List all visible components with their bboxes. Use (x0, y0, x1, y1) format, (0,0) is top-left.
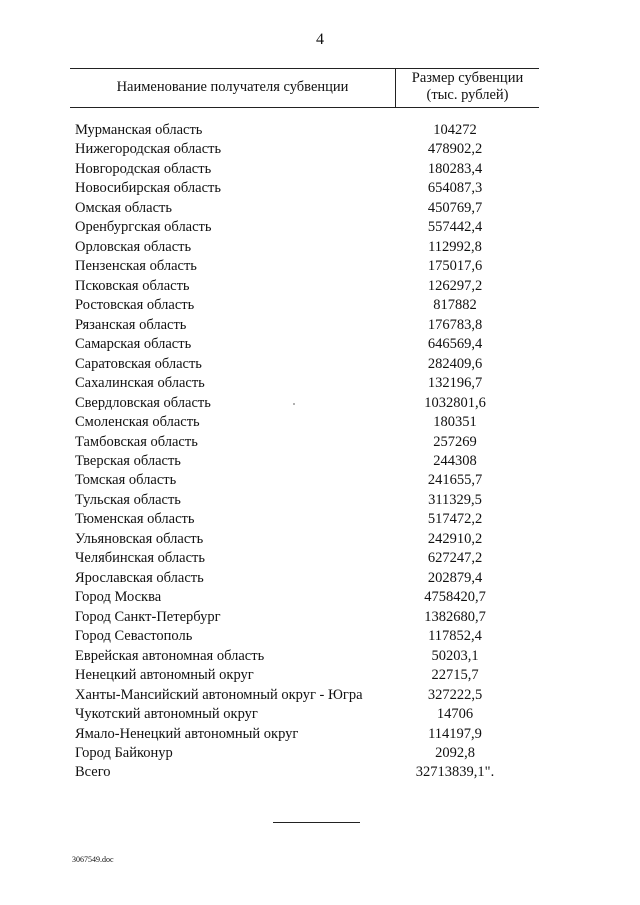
table-row: Псковская область 126297,2 (75, 277, 539, 296)
table-row: Город Санкт-Петербург 1382680,7 (75, 608, 539, 627)
table-body (75, 121, 539, 783)
recipient-name: Орловская область (75, 238, 192, 255)
recipient-name: Самарская область (75, 336, 192, 353)
table-row: Ненецкий автономный округ 22715,7 (75, 666, 539, 685)
recipient-name: Омская область (75, 199, 172, 216)
table-row: Свердловская область 1032801,6 (75, 394, 539, 413)
recipient-name: Тверская область (75, 452, 181, 469)
scan-speck (293, 403, 295, 405)
table-row: Город Севастополь 117852,4 (75, 627, 539, 646)
table-row: Саратовская область 282409,6 (75, 355, 539, 374)
recipient-name: Еврейская автономная область (75, 647, 265, 664)
recipient-name: Нижегородская область (75, 141, 222, 158)
table-row: Новгородская область 180283,4 (75, 160, 539, 179)
table-row: Сахалинская область 132196,7 (75, 374, 539, 393)
table-row: Мурманская область 104272 (75, 121, 539, 140)
recipient-name: Ненецкий автономный округ (75, 667, 254, 684)
recipient-name: Ульяновская область (75, 530, 204, 547)
table-row: Чукотский автономный округ 14706 (75, 705, 539, 724)
table-row: Всего 32713839,1". (75, 763, 539, 782)
table-row: Омская область 450769,7 (75, 199, 539, 218)
recipient-name: Город Байконур (75, 745, 173, 761)
table-header (70, 68, 539, 108)
table-row: Тверская область 244308 (75, 452, 539, 471)
recipient-name: Саратовская область (75, 355, 202, 372)
recipient-name: Тюменская область (75, 511, 195, 528)
table-row: Ростовская область 817882 (75, 296, 539, 315)
recipient-name: Челябинская область (75, 550, 205, 567)
recipient-name: Город Севастополь (75, 628, 193, 645)
table-row: Пензенская область 175017,6 (75, 257, 539, 276)
table-row: Самарская область 646569,4 (75, 335, 539, 354)
recipient-name: Томская область (75, 472, 177, 489)
table-row: Новосибирская область 654087,3 (75, 179, 539, 198)
header-recipient-name: Наименование получателя субвенции (116, 79, 349, 95)
closing-rule (273, 822, 360, 823)
table-row: Томская область 241655,7 (75, 471, 539, 490)
recipient-name: Мурманская область (75, 122, 203, 138)
table-row: Ханты-Мансийский автономный округ - Югра 327222,5 (75, 686, 539, 705)
table-row: Тюменская область 517472,2 (75, 510, 539, 529)
table-row: Ярославская область 202879,4 (75, 569, 539, 588)
table-row: Еврейская автономная область 50203,1 (75, 647, 539, 666)
header-amount-line-1: Размер субвенции (411, 70, 524, 86)
recipient-name: Тульская область (75, 491, 181, 508)
table-row: Город Байконур 2092,8 (75, 744, 539, 763)
header-amount-line-2: (тыс. рублей) (426, 87, 509, 103)
page-number: 4 (316, 31, 324, 48)
table-row: Рязанская область 176783,8 (75, 316, 539, 335)
recipient-name: Смоленская область (75, 414, 200, 431)
table-row: Тамбовская область 257269 (75, 433, 539, 452)
recipient-name: Новгородская область (75, 160, 212, 177)
table-row: Город Москва 4758420,7 (75, 588, 539, 607)
recipient-name: Всего (75, 764, 111, 781)
table-row: Орловская область 112992,8 (75, 238, 539, 257)
table-row: Оренбургская область 557442,4 (75, 218, 539, 237)
recipient-name: Тамбовская область (75, 433, 198, 450)
recipient-name: Рязанская область (75, 316, 187, 333)
recipient-name: Ханты-Мансийский автономный округ - Югра (75, 686, 363, 703)
recipient-name: Ямало-Ненецкий автономный округ (75, 725, 299, 742)
table-row: Тульская область 311329,5 (75, 491, 539, 510)
recipient-name: Чукотский автономный округ (75, 706, 258, 723)
document-file-id: 3067549.doc (72, 855, 114, 864)
recipient-name: Псковская область (75, 277, 190, 294)
recipient-name: Сахалинская область (75, 375, 205, 392)
recipient-name: Пензенская область (75, 258, 197, 275)
recipient-name: Свердловская область (75, 394, 211, 411)
table-row: Ямало-Ненецкий автономный округ 114197,9 (75, 725, 539, 744)
header-subsidy-amount (396, 70, 539, 104)
recipient-name: Оренбургская область (75, 219, 212, 236)
recipient-name: Город Санкт-Петербург (75, 608, 221, 625)
table-row: Смоленская область 180351 (75, 413, 539, 432)
table-row: Нижегородская область 478902,2 (75, 140, 539, 159)
recipient-name: Ярославская область (75, 569, 204, 586)
recipient-name: Город Москва (75, 589, 162, 606)
recipient-name: Новосибирская область (75, 180, 221, 197)
table-row: Челябинская область 627247,2 (75, 549, 539, 568)
table-row: Ульяновская область 242910,2 (75, 530, 539, 549)
recipient-name: Ростовская область (75, 297, 195, 314)
